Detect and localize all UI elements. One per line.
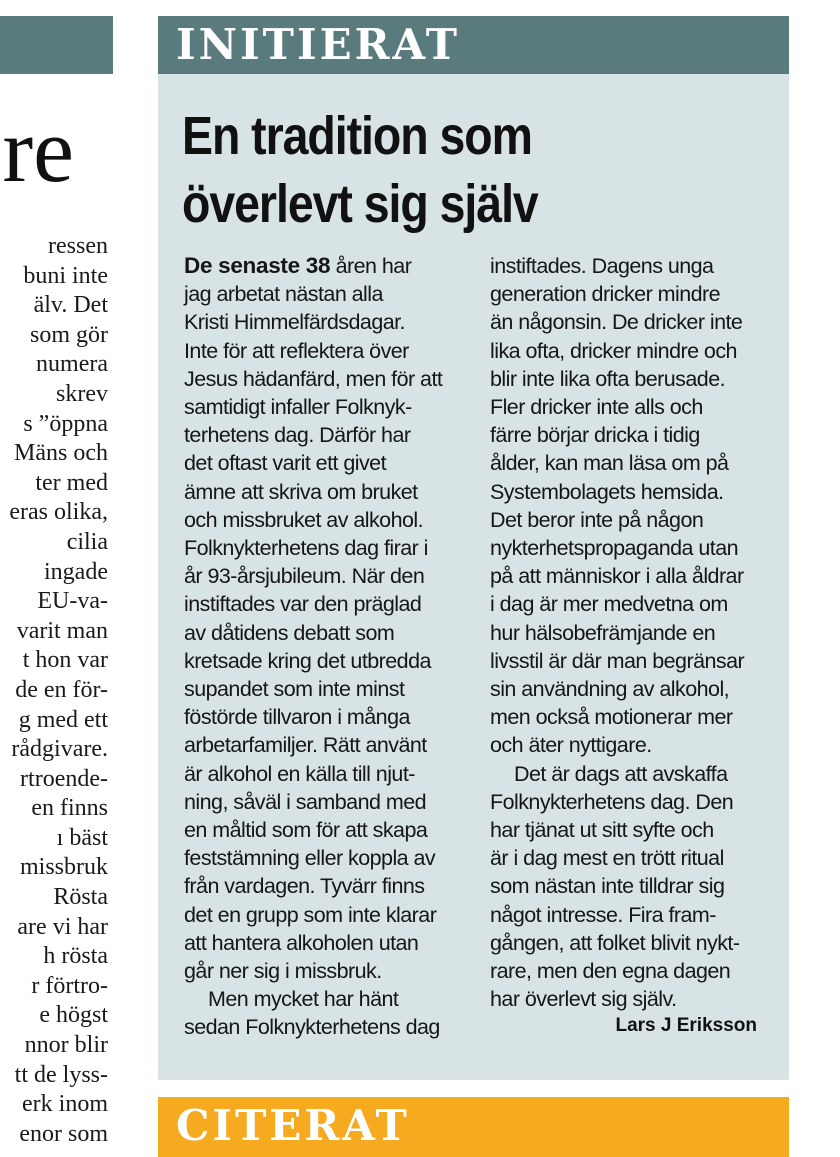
body-line: ämne att skriva om bruket	[184, 479, 418, 504]
body-line: erk inom	[22, 1091, 108, 1118]
body-line: ı bäst	[56, 824, 108, 851]
body-line: Folknykterhetens dag firar i	[184, 536, 428, 561]
body-line: går ner sig i missbruk.	[184, 959, 382, 984]
body-line: kretsade kring det utbredda	[184, 648, 431, 673]
body-line: arbetarfamiljer. Rätt använt	[184, 733, 427, 758]
body-line: men också motionerar mer	[490, 705, 733, 730]
body-line: buni inte	[23, 262, 108, 289]
column-1-lines	[184, 280, 484, 985]
body-line: hur hälsobefrämjande en	[490, 620, 716, 645]
body-line: i dag är mer medvetna om	[490, 592, 728, 617]
body-line: älv. Det	[33, 292, 108, 319]
body-line: varit man	[16, 617, 108, 644]
next-section-bar	[158, 1097, 789, 1157]
body-line: EU-va-	[37, 588, 108, 615]
body-line: ning, såväl i samband med	[184, 789, 427, 814]
body-line: h rösta	[43, 943, 108, 970]
body-line: på att människor i alla åldrar	[490, 564, 744, 589]
body-line: år 93-årsjubileum. När den	[184, 564, 425, 589]
body-line: ålder, kan man läsa om på	[490, 451, 729, 476]
body-line: missbruk	[19, 854, 108, 881]
lead-in: De senaste 38	[184, 253, 331, 278]
body-line: och äter nyttigare.	[490, 733, 652, 758]
body-line: gången, att folket blivit nykt-	[490, 930, 740, 955]
body-line: de en för-	[15, 676, 108, 703]
body-line: g med ett	[18, 706, 108, 733]
next-section-kicker: CITERAT	[176, 1101, 410, 1150]
body-line: Inte för att reflektera över	[184, 338, 409, 363]
body-column-2	[490, 252, 790, 1013]
body-line: r förtro-	[31, 972, 108, 999]
column-2-lines-2	[490, 788, 790, 1014]
headline-line: En tradition som	[182, 106, 532, 166]
body-line: rtroende-	[20, 765, 108, 792]
body-line: t hon var	[22, 647, 108, 674]
adjacent-article-column	[0, 0, 118, 1144]
paragraph-start: Det är dags att avskaffa	[514, 761, 728, 786]
body-line: s ”öppna	[23, 410, 108, 437]
author-byline: Lars J Eriksson	[615, 1015, 757, 1036]
body-line: feststämning eller koppla av	[184, 846, 436, 871]
body-line: tt de lyss-	[14, 1061, 108, 1088]
body-line: än någonsin. De dricker inte	[490, 310, 743, 335]
body-line: av dåtidens debatt som	[184, 620, 395, 645]
article-box	[158, 16, 789, 1080]
section-kicker: INITIERAT	[176, 20, 461, 69]
body-line: har överlevt sig själv.	[490, 987, 677, 1012]
body-line: blir inte lika ofta berusade.	[490, 366, 726, 391]
body-line: Systembolagets hemsida.	[490, 479, 724, 504]
body-line: numera	[36, 351, 108, 378]
column-1-lines-2	[184, 1013, 484, 1041]
body-line: sin användning av alkohol,	[490, 677, 730, 702]
body-line: som gör	[30, 321, 108, 348]
adjacent-section-bar	[0, 16, 113, 74]
body-line: generation dricker mindre	[490, 282, 721, 307]
body-line: instiftades. Dagens unga	[490, 254, 714, 278]
body-line: terhetens dag. Därför har	[184, 423, 411, 448]
body-line: som nästan inte tilldrar sig	[490, 874, 725, 899]
paragraph-start: Men mycket har hänt	[208, 987, 399, 1012]
body-line: är alkohol en källa till njut-	[184, 761, 415, 786]
body-line: färre börjar dricka i tidig	[490, 423, 700, 448]
section-kicker-bar	[158, 16, 789, 74]
body-line: ingade	[44, 558, 108, 585]
lead-rest: åren har	[330, 254, 412, 278]
body-line: föstörde tillvaron i många	[184, 705, 410, 730]
body-line: cilia	[66, 528, 108, 555]
body-line: Det beror inte på någon	[490, 507, 704, 532]
body-line: något intresse. Fira fram-	[490, 902, 716, 927]
body-line: det oftast varit ett givet	[184, 451, 387, 476]
body-line: Folknykterhetens dag. Den	[490, 789, 734, 814]
body-line: är i dag mest en trött ritual	[490, 846, 724, 871]
article-headline	[182, 102, 698, 238]
body-line: från vardagen. Tyvärr finns	[184, 874, 425, 899]
body-line: lika ofta, dricker mindre och	[490, 338, 737, 363]
body-line: samtidigt infaller Folknyk-	[184, 395, 412, 420]
body-line: Jesus hädanfärd, men för att	[184, 366, 443, 391]
body-line: det en grupp som inte klarar	[184, 902, 437, 927]
body-line: en måltid som för att skapa	[184, 818, 428, 843]
body-line: rare, men den egna dagen	[490, 959, 731, 984]
body-line: eras olika,	[9, 499, 108, 526]
headline-line: överlevt sig själv	[182, 174, 538, 234]
body-line: supandet som inte minst	[184, 677, 405, 702]
body-line: ter med	[35, 469, 108, 496]
body-line: jag arbetat nästan alla	[184, 282, 383, 307]
body-line	[184, 252, 484, 280]
body-line: sedan Folknykterhetens dag	[184, 1015, 440, 1040]
body-line: nnor blir	[24, 1032, 108, 1059]
adjacent-body-text	[0, 232, 108, 1144]
body-line: Kristi Himmelfärdsdagar.	[184, 310, 405, 335]
body-line: nykterhetspropaganda utan	[490, 536, 739, 561]
body-column-1	[184, 252, 484, 1042]
body-line: har tjänat ut sitt syfte och	[490, 818, 714, 843]
body-line: e högst	[39, 1002, 108, 1029]
body-line: rådgivare.	[11, 736, 108, 763]
body-line: enor som	[19, 1120, 108, 1144]
body-line: instiftades var den präglad	[184, 592, 422, 617]
body-line: Rösta	[53, 884, 108, 911]
body-line: Fler dricker inte alls och	[490, 395, 703, 420]
body-line: are vi har	[17, 913, 108, 940]
body-line: en finns	[31, 795, 108, 822]
body-line: ressen	[48, 233, 108, 259]
body-line: livsstil är där man begränsar	[490, 648, 745, 673]
body-line: skrev	[56, 380, 108, 407]
adjacent-headline-fragment: re	[2, 99, 74, 201]
body-line: att hantera alkoholen utan	[184, 930, 419, 955]
body-line: och missbruket av alkohol.	[184, 507, 424, 532]
column-2-lines	[490, 252, 790, 760]
body-line: Mäns och	[14, 440, 108, 467]
